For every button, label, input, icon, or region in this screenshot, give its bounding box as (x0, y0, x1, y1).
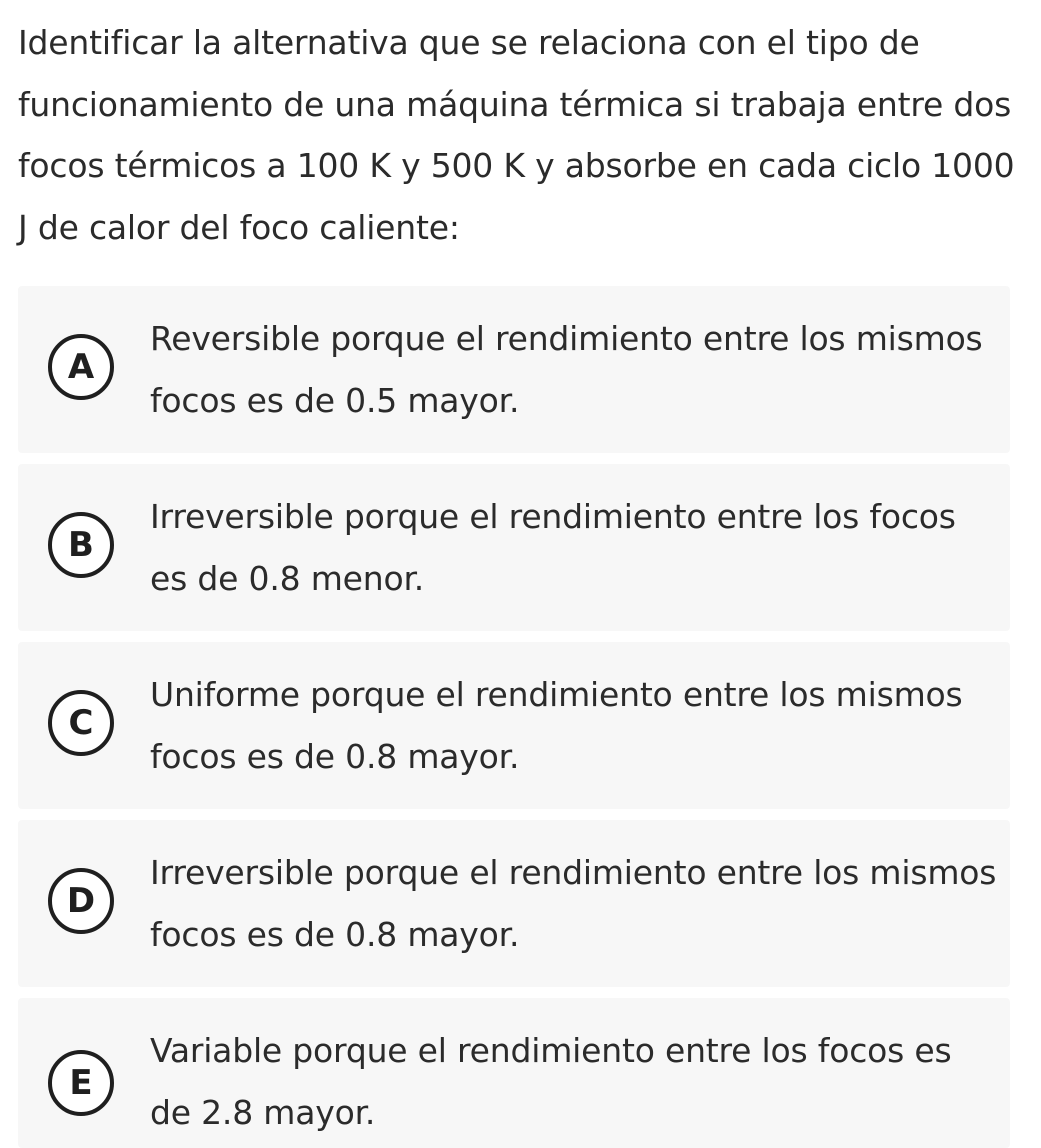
option-a[interactable] (18, 286, 1010, 453)
question-text: Identificar la alternativa que se relaciona con el tipo de funcionamiento de una máquina térmica si trabaja entre dos focos térmicos a 100 K y 500 K y absorbe en cada ciclo 1000 J de calor del foco caliente: (18, 23, 1015, 247)
option-e-letter: E (48, 1050, 114, 1116)
option-e-text: Variable porque el rendimiento entre los focos es de 2.8 mayor. (150, 1031, 952, 1132)
option-a-text: Reversible porque el rendimiento entre los mismos focos es de 0.5 mayor. (150, 319, 983, 420)
option-b-text: Irreversible porque el rendimiento entre los focos es de 0.8 menor. (150, 497, 956, 598)
option-c[interactable] (18, 642, 1010, 809)
option-c-letter: C (48, 690, 114, 756)
option-a-letter: A (48, 334, 114, 400)
option-b-letter: B (48, 512, 114, 578)
option-c-text: Uniforme porque el rendimiento entre los mismos focos es de 0.8 mayor. (150, 675, 963, 776)
option-d[interactable] (18, 820, 1010, 987)
answer-options (18, 286, 1010, 1148)
option-d-letter: D (48, 868, 114, 934)
option-e[interactable] (18, 998, 1010, 1148)
option-b[interactable] (18, 464, 1010, 631)
option-d-text: Irreversible porque el rendimiento entre los mismos focos es de 0.8 mayor. (150, 853, 997, 954)
